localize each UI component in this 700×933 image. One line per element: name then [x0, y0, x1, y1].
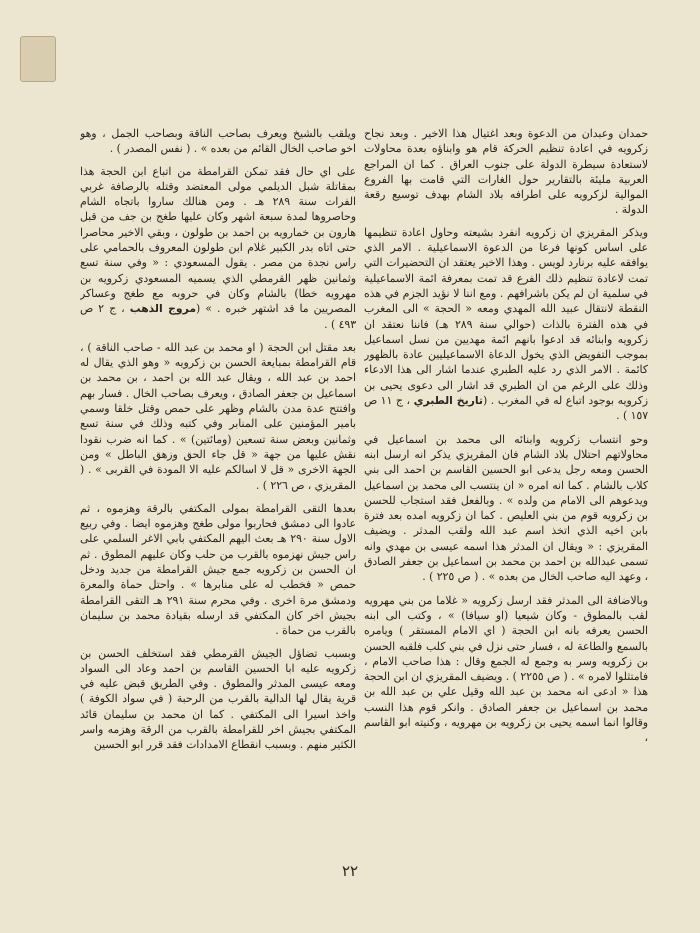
citation-title: تاريخ الطبري — [413, 394, 483, 408]
paragraph: ويلقب بالشيخ ويعرف بصاحب الناقة وبصاحب الجمل ، وهو اخو صاحب الخال القائم من بعده » . ( نفس المصدر ) . — [80, 127, 356, 156]
paragraph: بعدها التقى القرامطة بمولى المكتفي بالرقة وهزموه ، ثم عادوا الى دمشق فحاربوا مولى طغج وهزموه ايضا . وفي ربيع الاول سنة ٢٩٠ هـ بعث اليهم المكتفي بابي الاغر السلمي على راس جيش نهزموه بالقرب من حلب وكان عليهم المطوق . ثم ان الحسن بن زكرويه جمع جيش القرامطة من جديد ودخل حمص « فخطب له على منابرها » . واحتل حماة والمعرة ودمشق مرة اخرى . وفي محرم سنة ٢٩١ هـ التقى القرامطة بجيش اخر كان المكتفي قد ارسله بقيادة محمد بن سليمان بالقرب من حماة . — [80, 501, 356, 638]
paragraph: بعد مقتل ابن الحجة ( او محمد بن عبد الله - صاحب الناقة ) ، قام القرامطة بمبايعة الحسن بن زكرويه « وهو الذي يقال له احمد بن عبد الله ، ويقال عبد الله بن احمد ، بن محمد بن اسماعيل بن جعفر الصادق ، ويعرف بصاحب الخال . فسار بهم وافتتح عدة مدن بالشام وظهر على حمص وقتل خلقا وسمي بامير المؤمنين على المنابر وفي كتبه وذلك في سنة تسع وثمانين وبعض سنة تسعين (ومائتين) » . كما انه ضرب نقودا نقش عليها من جهة « قل جاء الحق وزهق الباطل » ومن الجهة الاخرى « قل لا اسالكم عليه الا المودة في القربى » . ( المقريزي ، ص ٢٢٦ ) . — [80, 340, 356, 492]
paragraph-text: على اي حال فقد تمكن القرامطة من اتباع ابن الحجة هذا بمقاتلة شبل الديلمي مولى المعتضد وقتله بالرصافة غربي الفرات سنة ٢٨٩ هـ . ومن هنالك ساروا باتجاه الشام وحاصروها لمدة سبعة اشهر وكان عليها طغج بن جف من قبل هارون بن خمارويه بن احمد بن طولون ، وبقي الاخير محاصرا حتى اتاه بدر الكبير غلام ابن طولون المعروف بالحمامي على راس نجدة من مصر . يقول المسعودي : « وفي سنة تسع وثمانين ظهر القرمطي الذي يسميه المسعودي زكرويه بن مهرويه خطا) بالشام وكان في حروبه مع طغج وعساكر المصريين ما قد اشتهر خبره . » ( — [80, 164, 356, 316]
paragraph: حمدان وعبدان من الدعوة وبعد اغتيال هذا الاخير . وبعد نجاح زكرويه في اعادة تنظيم الحركة قام هو وابناؤه بعدة محاولات لاستعادة سيطرة الدولة على جنوب العراق . كما ان المراجع العربية مليئة بالتقارير حول الغارات التي قامت بها الفروع الموالية لزكرويه على اطرافه بلاد الشام بهدف توسيع رقعة الدولة . — [364, 127, 648, 217]
citation-ref: ، ج ١١ ص ١٥٧ ) . — [364, 394, 648, 423]
citation-ref: ، ج ٢ ص ٤٩٣ ) . — [80, 302, 356, 331]
paragraph: وبالاضافة الى المدثر فقد ارسل زكرويه « غلاما من بني مهرويه لقب بالمطوق - وكان شيعيا (او سيافا) » ، وكتب الى ابنه الحسن يعرفه بانه ابن الحجة ( اي الامام المستقر ) ويامره بالسمع والطاعة له ، فسار حتى نزل في بني كلب فلقبه الحسن بن زكرويه وسر به وجمع له الجمع وقال : هذا صاحب الامام ، فامتثلوا لامره » . ( ص ٢٢٥٥ ) . ويضيف المقريزي ان ابن الحجة هذا « ادعى انه محمد بن عبد الله وقيل علي بن عبد الله بن محمد بن اسماعيل بن جعفر الصادق . وانكر قوم هذا النسب وقالوا انما اسمه يحيى بن زكرويه بن مهرويه ، وكنيته ابو القاسم ، — [364, 593, 648, 745]
paragraph-text: ويذكر المقريزي ان زكرويه انفرد بشيعته وحاول اعادة تنظيمها على اساس كونها فرعا من الدعوة الاسماعيلية . الامر الذي يوافقه عليه برنارد لويس . وهذا الاخير يعتقد ان التحضيرات التي تمت لاعادة تنظيم ذلك الفرع قد تمت بمعرفة ائمة الاسماعيلية في سلمية ان لم يكن باشرافهم . ومع اننا لا نؤيد الجزم في هذه النقطة لانتقال عبيد الله المهدي ومعه « الحجة » الى المغرب في هذه الفترة بالذات (حوالي سنة ٢٨٩ هـ) فاننا نعتقد ان زكرويه وابنائه قد ادعوا بانهم ائمة مهديين من نسل اسماعيل بموجب التفويض الذي يخول الدعاة الاسماعيليين عادة بالظهور كائمة . الامر الذي رد عليه الطبري عندما اشار الى هذا الادعاء وذلك على الرغم من ان الطبري قد اشار الى دعوى يحيى بن زكرويه بوجود اتباع له في المغرب . ( — [364, 225, 648, 408]
left-column — [80, 126, 356, 841]
citation-title: مروج الذهب — [129, 302, 196, 316]
page-number: ٢٢ — [341, 862, 359, 880]
paragraph — [80, 164, 356, 332]
paragraph: وحو انتساب زكرويه وابنائه الى محمد بن اسماعيل في محاولاتهم احتلال بلاد الشام فان المقريزي يذكر انه ارسل ابنه الحسن ومعه رجل يدعى ابو الحسين القاسم بن احمد الى بني كلاب بالشام . كما انه امره « ان ينتسب الى محمد بن اسماعيل ويدعوهم الى الامام من ولده » . وبالفعل فقد استجاب للحسن بن زكرويه قوم من بني العليص . كما ان زكرويه امده بعد فترة بابن اخيه الذي اتخذ اسم عبد الله ولقب المدثر . ويضيف المقريزي : « ويقال ان المدثر هذا اسمه عيسى بن مهدي وانه تسمى عبدالله بن احمد بن محمد بن اسماعيل بن جعفر الصادق ، وعهد اليه صاحب الخال من بعده » . ( ص ٢٢٥ ) . — [364, 432, 648, 584]
page-tab-marker — [20, 36, 56, 82]
right-column — [364, 126, 648, 841]
paragraph — [364, 225, 648, 424]
paragraph: وبسبب تضاؤل الجيش القرمطي فقد استخلف الحسن بن زكرويه عليه ابا الحسين القاسم بن احمد وعاد الى السواد ومعه عيسى المدثر والمطوق . وفي الطريق قبض عليه في قرية يقال لها الدالية بالقرب من الرحبة ( في سواد الكوفة ) واخذ اسيرا الى المكتفي . كما ان محمد بن سليمان قائد المكتفي بجيش اخر للقرامطة بالقرب من الرقة وهزمه واسر الكثير منهم . وبسبب انقطاع الامدادات فقد قرر ابو الحسين — [80, 646, 356, 752]
